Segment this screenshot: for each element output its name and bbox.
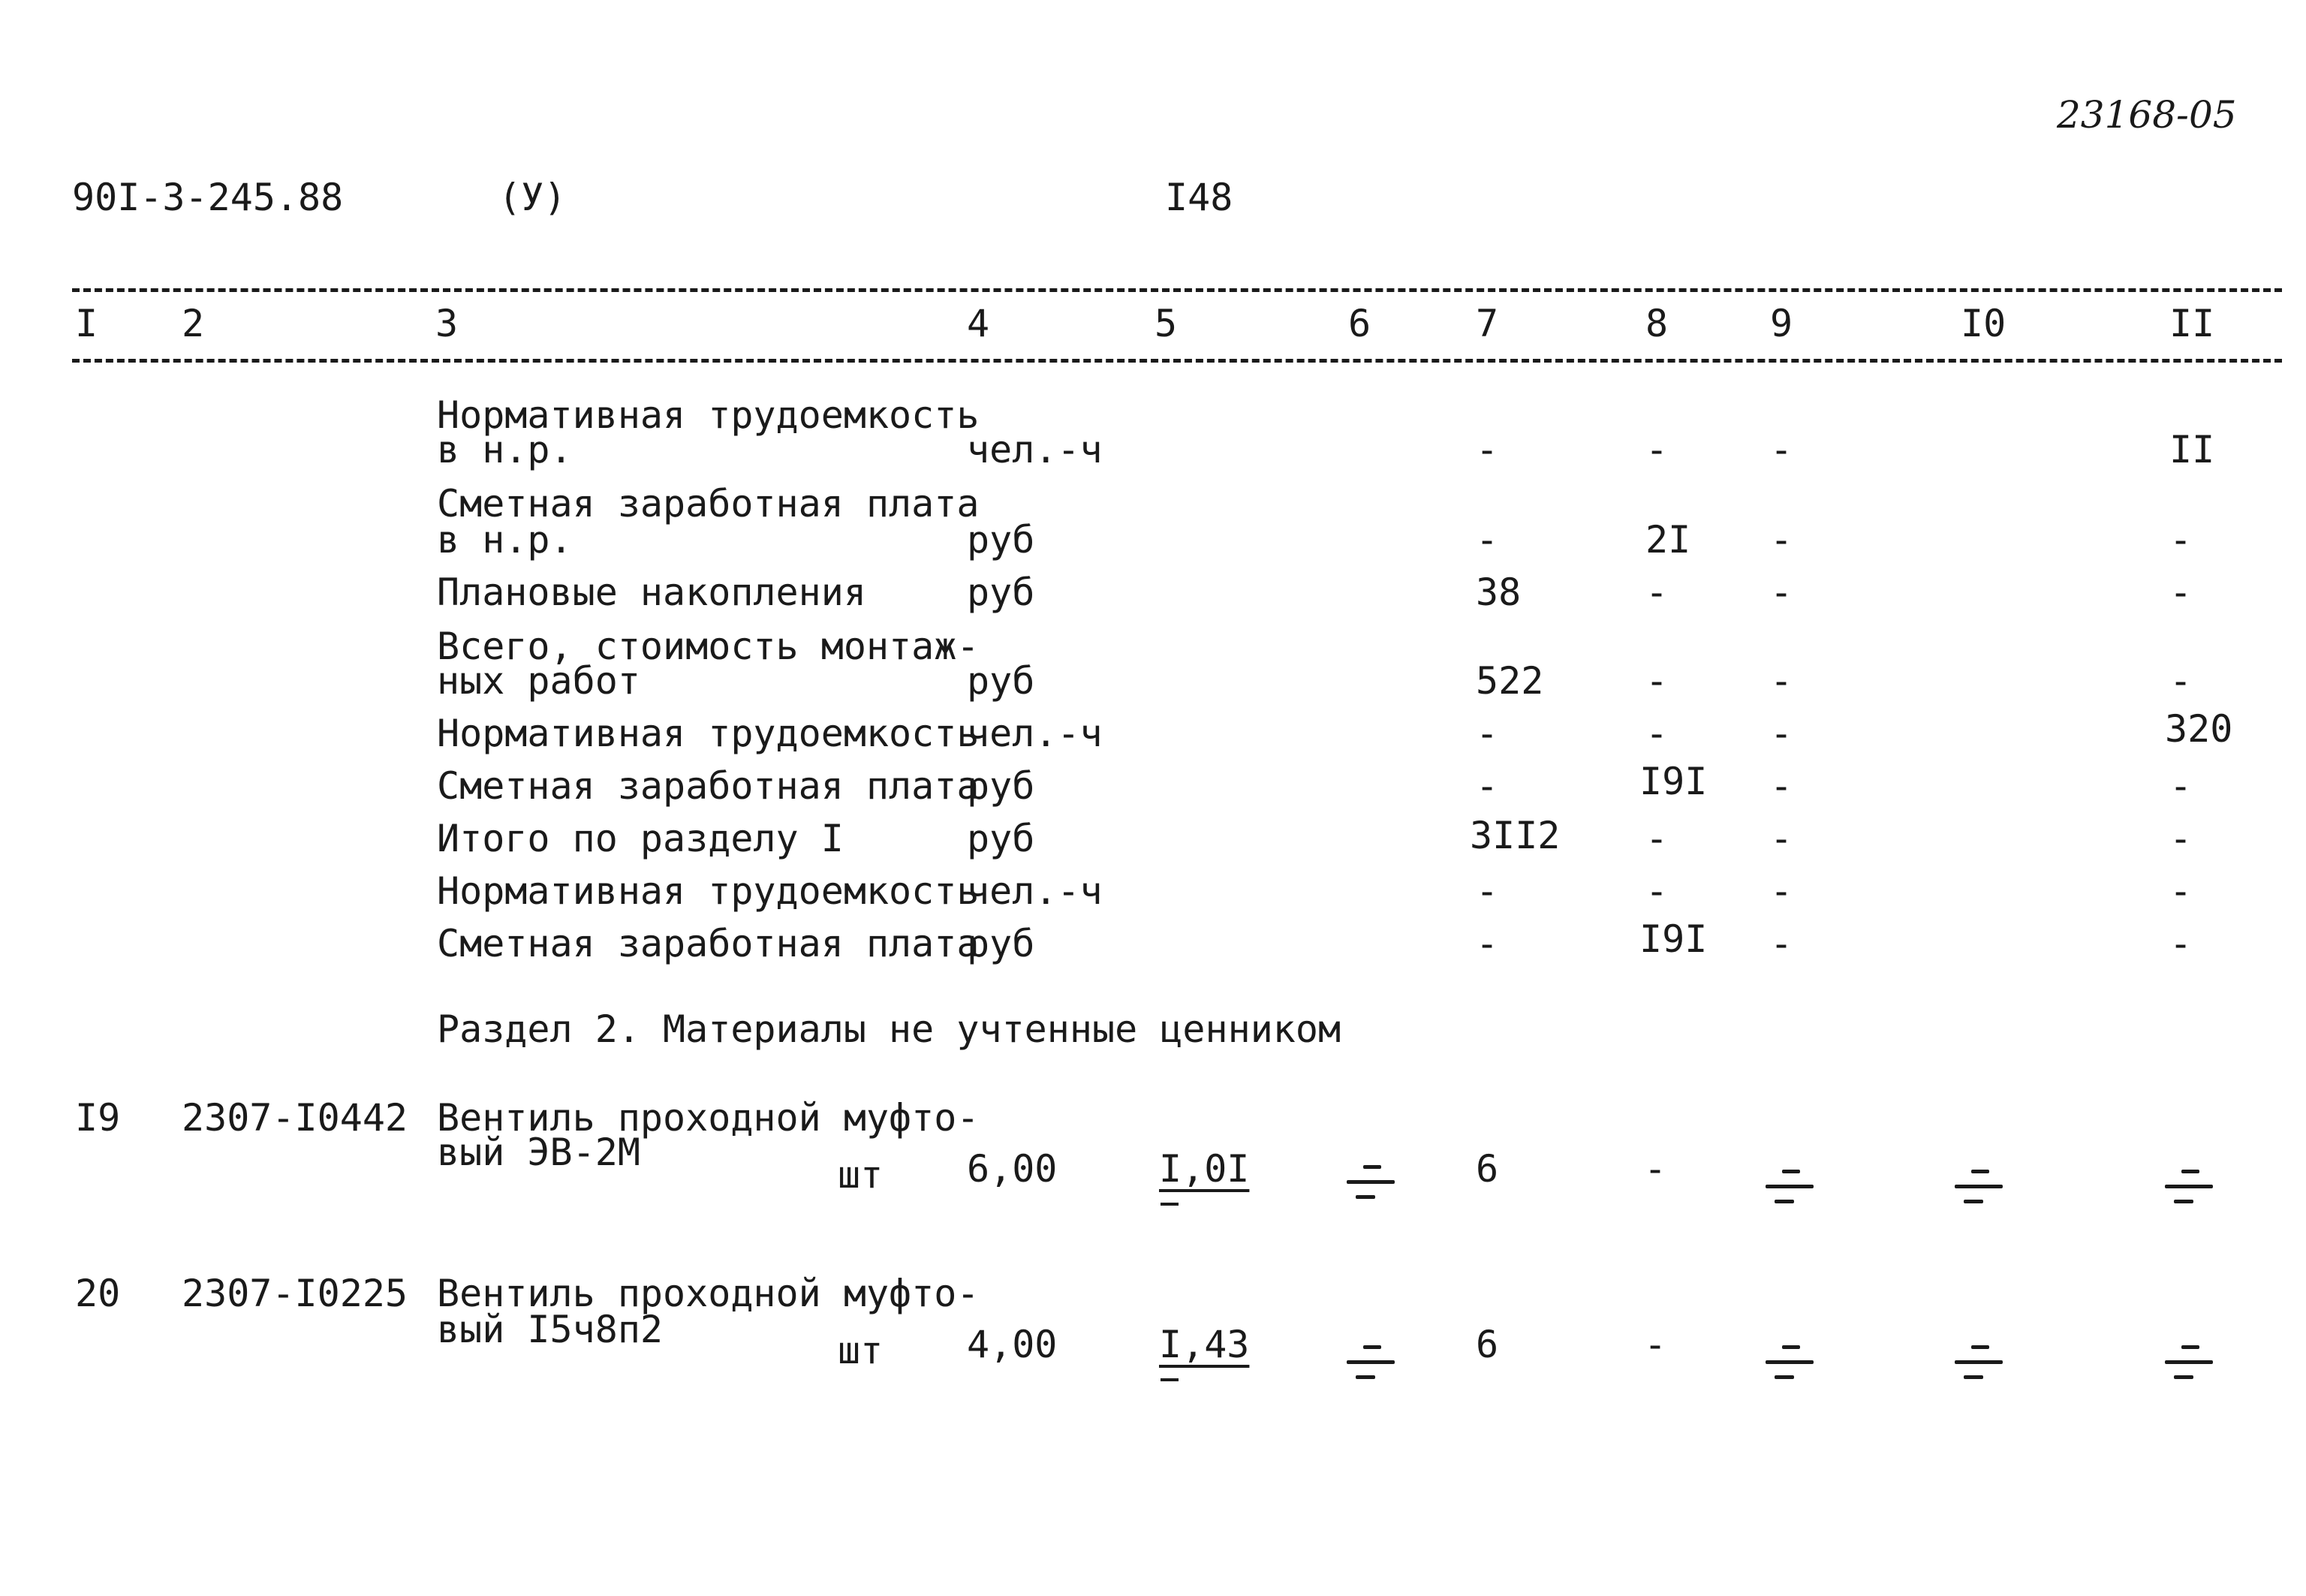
row-col9: - (1770, 869, 1793, 913)
item-number: 20 (75, 1272, 121, 1315)
column-header-4: 4 (967, 302, 990, 345)
price-underline (1161, 1378, 1179, 1381)
row-col11: 320 (2165, 707, 2233, 751)
row-col9: - (1770, 712, 1793, 755)
row-col9: - (1770, 817, 1793, 860)
row-name: Всего, стоимость монтаж- (437, 625, 980, 668)
item-quantity: 4,00 (967, 1323, 1058, 1366)
column-header-1: I (75, 302, 98, 345)
document-mark: (У) (498, 176, 567, 219)
row-col11: II (2169, 428, 2215, 471)
column-header-6: 6 (1348, 302, 1371, 345)
item-col7: 6 (1476, 1147, 1499, 1191)
item-col8: - (1644, 1323, 1667, 1366)
row-col11: - (2169, 518, 2193, 562)
item-quantity: 6,00 (967, 1147, 1058, 1191)
row-col7: 522 (1476, 659, 1544, 703)
row-unit: чел.-ч (967, 428, 1103, 471)
dash-fraction-mark (1347, 1159, 1395, 1204)
row-col7: - (1476, 869, 1499, 913)
row-col8: 2I (1645, 518, 1691, 562)
item-code: 2307-I0442 (182, 1096, 408, 1140)
archive-number: 23168-05 (2057, 93, 2237, 137)
item-name-cont: вый I5ч8п2 (437, 1308, 664, 1351)
row-col7: - (1476, 428, 1499, 471)
row-col11: - (2169, 764, 2193, 808)
row-col7: 38 (1476, 571, 1522, 614)
row-col11: - (2169, 571, 2193, 614)
column-header-11: II (2169, 302, 2215, 345)
row-col8: - (1645, 817, 1669, 860)
item-col7: 6 (1476, 1323, 1499, 1366)
column-header-5: 5 (1155, 302, 1178, 345)
row-col8: - (1645, 659, 1669, 703)
header-rule-top (72, 288, 2282, 292)
row-name: Сметная заработная плата (437, 764, 980, 808)
row-col9: - (1770, 518, 1793, 562)
item-name: Вентиль проходной муфто- (437, 1096, 980, 1140)
row-col11: - (2169, 869, 2193, 913)
row-col8: - (1645, 869, 1669, 913)
row-col7: - (1476, 922, 1499, 965)
row-col9: - (1770, 922, 1793, 965)
row-unit: руб (967, 571, 1035, 614)
row-unit: руб (967, 518, 1035, 562)
item-code: 2307-I0225 (182, 1272, 408, 1315)
dash-fraction-mark (1766, 1339, 1814, 1384)
price-underline (1161, 1203, 1179, 1206)
dash-fraction-mark (1766, 1164, 1814, 1209)
document-number: 90I-3-245.88 (72, 176, 344, 219)
column-header-10: I0 (1961, 302, 2006, 345)
row-col8: - (1645, 428, 1669, 471)
row-col8: I9I (1639, 917, 1708, 961)
row-col11: - (2169, 659, 2193, 703)
section-title: Раздел 2. Материалы не учтенные ценником (437, 1007, 1341, 1051)
item-price: I,0I (1159, 1147, 1250, 1191)
column-header-2: 2 (182, 302, 205, 345)
row-name: Нормативная трудоемкость (437, 393, 980, 437)
row-col9: - (1770, 764, 1793, 808)
header-rule-bottom (72, 359, 2282, 363)
dash-fraction-mark (1955, 1339, 2003, 1384)
page-number: I48 (1165, 176, 1233, 219)
column-header-8: 8 (1645, 302, 1669, 345)
item-unit: шт (838, 1153, 884, 1197)
row-name: Итого по разделу I (437, 817, 844, 860)
row-col7: - (1476, 518, 1499, 562)
row-name-cont: ных работ (437, 659, 640, 703)
row-name-cont: в н.р. (437, 518, 573, 562)
item-unit: шт (838, 1329, 884, 1372)
row-col8: I9I (1639, 760, 1708, 803)
item-price: I,43 (1159, 1323, 1250, 1366)
row-col8: - (1645, 712, 1669, 755)
row-name: Плановые накопления (437, 571, 866, 614)
row-col7: - (1476, 764, 1499, 808)
column-header-7: 7 (1476, 302, 1499, 345)
item-number: I9 (75, 1096, 121, 1140)
column-header-3: 3 (435, 302, 459, 345)
row-col11: - (2169, 817, 2193, 860)
dash-fraction-mark (2165, 1339, 2213, 1384)
row-name: Сметная заработная плата (437, 922, 980, 965)
dash-fraction-mark (1347, 1339, 1395, 1384)
dash-fraction-mark (2165, 1164, 2213, 1209)
item-name: Вентиль проходной муфто- (437, 1272, 980, 1315)
item-name-cont: вый ЭВ-2М (437, 1131, 640, 1174)
item-col8: - (1644, 1147, 1667, 1191)
row-col9: - (1770, 571, 1793, 614)
column-header-9: 9 (1770, 302, 1793, 345)
row-unit: руб (967, 817, 1035, 860)
row-col8: - (1645, 571, 1669, 614)
row-name: Нормативная трудоемкость (437, 712, 980, 755)
row-unit: руб (967, 659, 1035, 703)
row-name: Нормативная трудоемкость (437, 869, 980, 913)
row-col11: - (2169, 922, 2193, 965)
row-col7: - (1476, 712, 1499, 755)
row-unit: чел.-ч (967, 869, 1103, 913)
row-unit: руб (967, 764, 1035, 808)
row-name: Сметная заработная плата (437, 482, 980, 525)
row-name-cont: в н.р. (437, 428, 573, 471)
row-col9: - (1770, 659, 1793, 703)
dash-fraction-mark (1955, 1164, 2003, 1209)
row-unit: руб (967, 922, 1035, 965)
row-unit: чел.-ч (967, 712, 1103, 755)
row-col9: - (1770, 428, 1793, 471)
row-col7: 3II2 (1470, 814, 1561, 857)
